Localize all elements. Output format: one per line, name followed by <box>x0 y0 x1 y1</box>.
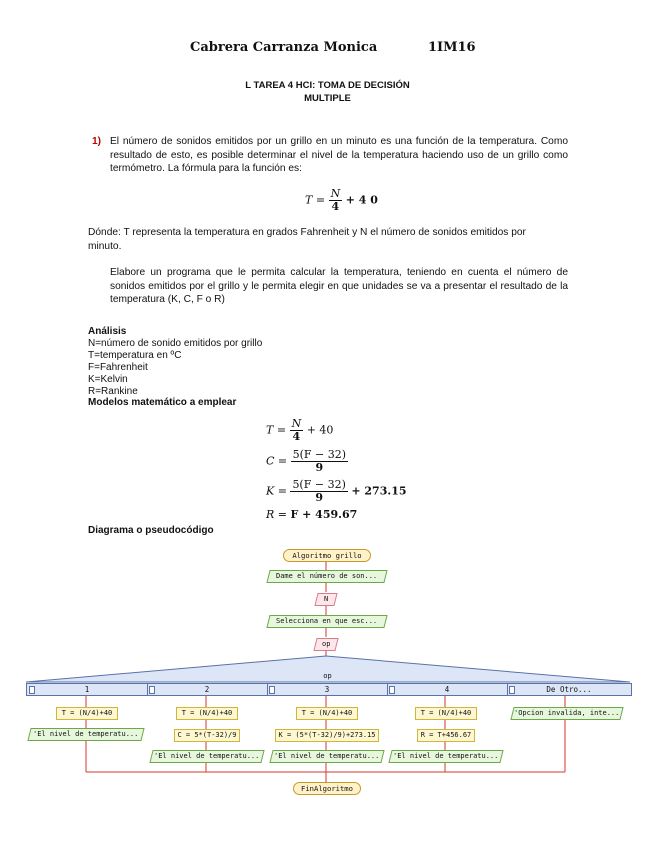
switch-case-bar <box>26 683 632 696</box>
author-name: Cabrera Carranza Monica <box>190 40 378 55</box>
process-calc-t: T = (N/4)+40 <box>415 707 477 720</box>
switch-variable: op <box>323 672 332 680</box>
model-t-rest: + 40 <box>306 423 334 437</box>
model-k-num: 5(F − 32) <box>292 478 346 491</box>
model-k-lhs: K = <box>266 484 287 498</box>
case-label: 1 <box>84 685 90 694</box>
doc-title-line1: L TAREA 4 HCI: TOMA DE DECISIÓN <box>245 80 410 91</box>
input-n-text: N <box>323 595 329 603</box>
output-kelvin <box>269 750 384 763</box>
end-terminal: FinAlgoritmo <box>293 782 361 795</box>
where-span: Dónde: T representa la temperatura en grados Fahrenheit y N el número de sonidos emitidos por minuto. <box>88 227 526 252</box>
process-calc-t: T = (N/4)+40 <box>176 707 238 720</box>
model-r-rhs: F + 459.67 <box>290 508 358 521</box>
case-label: 3 <box>324 685 330 694</box>
process-calc-k: K = (5*(T-32)/9)+273.15 <box>275 729 379 742</box>
output-prompt-sounds-text: Dame el número de son... <box>276 572 378 580</box>
diagram-heading: Diagrama o pseudocódigo <box>88 525 214 536</box>
model-t-num: N <box>291 417 302 430</box>
process-calc-c: C = 5*(T-32)/9 <box>174 729 240 742</box>
process-calc-t: T = (N/4)+40 <box>296 707 358 720</box>
output-invalid-option-text: 'Opcion invalida, inte... <box>514 709 620 717</box>
input-op-text: op <box>321 640 331 648</box>
formula-lhs: T = <box>305 193 326 207</box>
output-fahrenheit-text: 'El nivel de temperatu... <box>33 730 139 738</box>
doc-title-line2: MULTIPLE <box>304 93 351 104</box>
output-rankine <box>388 750 503 763</box>
input-op <box>313 638 338 651</box>
model-r-lhs: R = <box>266 508 287 521</box>
case-label: De Otro... <box>546 685 592 694</box>
analysis-item: R=Rankine <box>88 386 138 397</box>
model-t-den: 4 <box>292 430 301 443</box>
output-prompt-scale-text: Selecciona en que esc... <box>276 617 378 625</box>
models-heading: Modelos matemático a emplear <box>88 397 237 408</box>
formula-rest: + 4 0 <box>345 193 378 207</box>
output-kelvin-text: 'El nivel de temperatu... <box>274 752 380 760</box>
task-text: Elabore un programa que le permita calcular la temperatura, teniendo en cuenta el número de sonidos emitidos por el grillo y le permita elegir en que unidades se va a presentar el resultado de la temperatura (K, C, F o R) <box>110 267 568 305</box>
start-terminal: Algoritmo grillo <box>283 549 371 562</box>
analysis-item: N=número de sonido emitidos por grillo <box>88 338 263 349</box>
formula-den: 4 <box>331 200 340 213</box>
process-calc-t: T = (N/4)+40 <box>56 707 118 720</box>
model-c-den: 9 <box>315 461 324 474</box>
analysis-item: K=Kelvin <box>88 374 128 385</box>
output-invalid-option <box>510 707 623 720</box>
model-k-rest: + 273.15 <box>351 484 407 498</box>
output-celsius-text: 'El nivel de temperatu... <box>154 752 260 760</box>
case-label: 4 <box>444 685 450 694</box>
input-n <box>314 593 337 606</box>
problem-number: 1) <box>92 136 102 147</box>
formula-num: N <box>330 187 341 200</box>
model-k-den: 9 <box>315 491 323 504</box>
analysis-item: F=Fahrenheit <box>88 362 148 373</box>
group-code: 1IM16 <box>428 40 476 55</box>
process-calc-r: R = T+456.67 <box>417 729 475 742</box>
model-t-lhs: T = <box>266 423 287 437</box>
output-fahrenheit <box>27 728 144 741</box>
model-c-lhs: C = <box>266 454 288 468</box>
analysis-item: T=temperatura en ºC <box>88 350 182 361</box>
output-celsius <box>149 750 264 763</box>
output-prompt-scale <box>266 615 387 628</box>
analysis-heading: Análisis <box>88 326 127 337</box>
output-rankine-text: 'El nivel de temperatu... <box>393 752 499 760</box>
model-c-num: 5(F − 32) <box>292 448 347 461</box>
case-label: 2 <box>204 685 210 694</box>
problem-text: El número de sonidos emitidos por un grillo en un minuto es una función de la temperatura. Como resultado de esto, es posible determinar el nivel de la temperatura haciendo uso de un grillo como termómetro. La fórmula para la función es: <box>110 136 568 174</box>
output-prompt-sounds <box>266 570 387 583</box>
